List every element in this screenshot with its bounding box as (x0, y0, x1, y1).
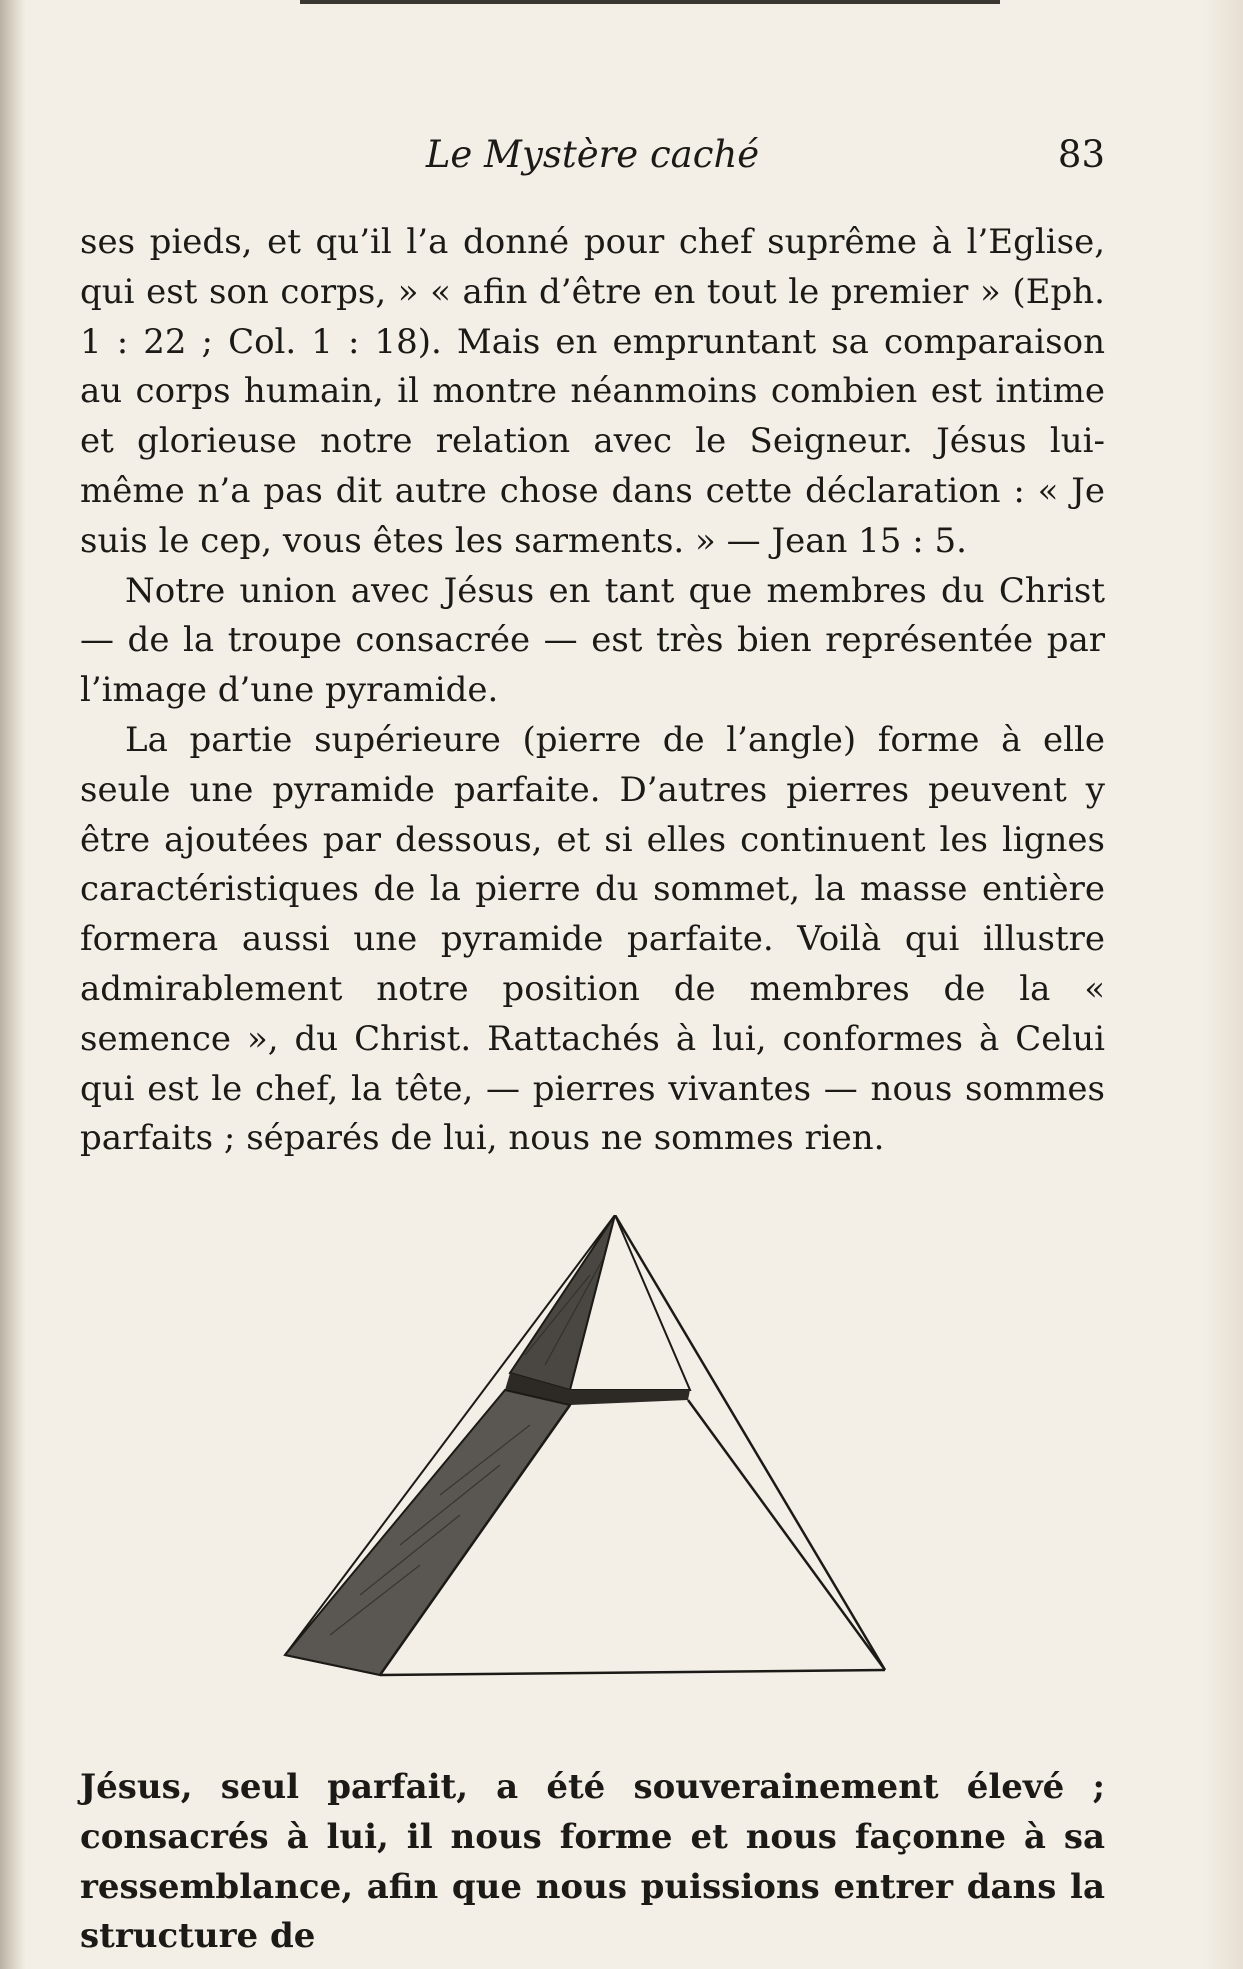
top-rule (300, 0, 1000, 4)
paragraph-3: La partie supérieure (pierre de l’angle) forme à elle seule une pyramide parfaite. D’autres pierres peuvent y être ajoutées par dessous, et si elles continuent les lignes caractéristiques de la pierre du sommet, la masse entière formera aussi une pyramide parfaite. Voilà qui illustre admirablement notre position de membres de la « semence », du Christ. Rattachés à lui, conformes à Celui qui est le chef, la tête, — pierres vivantes — nous sommes parfaits ; séparés de lui, nous ne sommes rien. (80, 719, 1105, 1159)
pyramid-illustration-icon (270, 1215, 890, 1705)
paragraph-2: Notre union avec Jésus en tant que membres du Christ — de la troupe consacrée — est très bien représentée par l’image d’une pyramide. (80, 570, 1105, 711)
pyramid-figure (270, 1215, 890, 1705)
paragraph-1: ses pieds, et qu’il l’a donné pour chef suprême à l’Eglise, qui est son corps, » « afin d’être en tout le premier » (Eph. 1 : 22 ; Col. 1 : 18). Mais en empruntant sa comparaison au corps humain, il montre néanmoins combien est intime et glorieuse notre relation avec le Seigneur. Jésus lui-même n’a pas dit autre chose dans cette déclaration : « Je suis le cep, vous êtes les sarments. » — Jean 15 : 5. (80, 222, 1105, 561)
running-head (80, 130, 1105, 180)
closing-text (80, 1763, 1105, 1962)
closing-paragraph: Jésus, seul parfait, a été souverainement élevé ; consacrés à lui, il nous forme et nous façonne à sa ressemblance, afin que nous puissions entrer dans la structure de (80, 1767, 1105, 1957)
binding-shadow (0, 0, 26, 1969)
running-head-title: Le Mystère caché (425, 133, 760, 176)
page-number: 83 (1057, 133, 1105, 176)
page-edge (1203, 0, 1243, 1969)
body-text (80, 218, 1105, 1164)
